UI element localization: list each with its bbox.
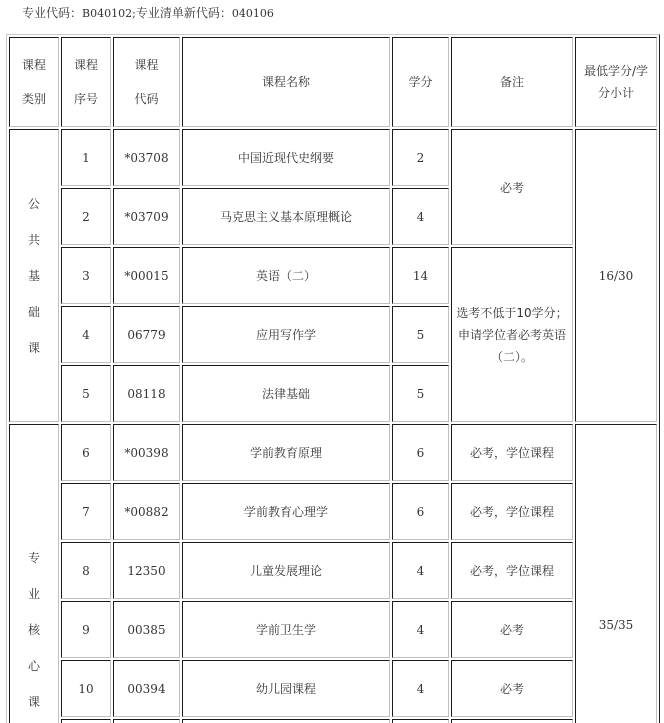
code-cell: 00394 [113,660,180,717]
subtotal-cell: 35/35 [575,424,657,723]
note-cell-elective: 选考不低于10学分； 申请学位者必考英语 （二）。 [451,247,573,422]
credit-cell: 6 [392,483,449,540]
name-cell: 英语（二） [182,247,390,304]
table-row [9,542,657,599]
new-code-value: 040106 [231,7,274,20]
seq-cell: 1 [61,129,111,186]
name-cell: 幼儿园课程 [182,660,390,717]
name-cell: 儿童发展理论 [182,542,390,599]
table-row-partial [9,719,657,723]
credit-cell: 4 [392,601,449,658]
note-cell: 必考 [451,601,573,658]
major-code-label: 专业代码： [22,6,83,20]
name-cell: 学前教育原理 [182,424,390,481]
credit-cell: 5 [392,365,449,422]
credit-cell: 5 [392,306,449,363]
note-cell [451,719,573,723]
header-code: 课程 代码 [113,37,180,127]
seq-cell: 9 [61,601,111,658]
code-cell: *03708 [113,129,180,186]
table-row [9,601,657,658]
code-cell: *00015 [113,247,180,304]
seq-cell: 6 [61,424,111,481]
table-row [9,424,657,481]
name-cell: 学前卫生学 [182,601,390,658]
seq-cell: 7 [61,483,111,540]
code-cell: 06779 [113,306,180,363]
header-seq: 课程 序号 [61,37,111,127]
table-row [9,483,657,540]
category-cell-public: 公 共 基 础 课 [9,129,59,422]
credit-cell: 4 [392,542,449,599]
name-cell: 法律基础 [182,365,390,422]
table-row [9,129,657,186]
major-code-caption [22,4,274,21]
seq-cell: 10 [61,660,111,717]
subtotal-cell: 16/30 [575,129,657,422]
seq-cell: 5 [61,365,111,422]
name-cell [182,719,390,723]
name-cell: 应用写作学 [182,306,390,363]
header-note: 备注 [451,37,573,127]
code-cell: 08118 [113,365,180,422]
code-cell: *00398 [113,424,180,481]
header-name: 课程名称 [182,37,390,127]
name-cell: 中国近现代史纲要 [182,129,390,186]
major-code-value: B040102 [82,7,133,20]
note-cell: 必考，学位课程 [451,483,573,540]
credit-cell: 4 [392,660,449,717]
seq-cell: 3 [61,247,111,304]
new-code-label: 专业清单新代码： [135,6,232,20]
code-cell: 12350 [113,542,180,599]
code-cell: *03709 [113,188,180,245]
code-cell [113,719,180,723]
seq-cell [61,719,111,723]
note-cell: 必考，学位课程 [451,424,573,481]
code-cell: 00385 [113,601,180,658]
seq-cell: 2 [61,188,111,245]
note-cell: 必考，学位课程 [451,542,573,599]
header-category: 课程 类别 [9,37,59,127]
name-cell: 马克思主义基本原理概论 [182,188,390,245]
header-row [9,37,657,127]
header-subtotal: 最低学分/学 分小计 [575,37,657,127]
credit-cell: 6 [392,424,449,481]
category-cell-core: 专 业 核 心 课 [9,424,59,723]
table-row [9,247,657,304]
code-cell: *00882 [113,483,180,540]
credit-cell: 4 [392,188,449,245]
note-cell: 必考 [451,129,573,245]
name-cell: 学前教育心理学 [182,483,390,540]
credit-cell [392,719,449,723]
note-cell: 必考 [451,660,573,717]
credit-cell: 14 [392,247,449,304]
credit-cell: 2 [392,129,449,186]
separator: ; [132,7,136,20]
curriculum-table [6,34,660,723]
seq-cell: 4 [61,306,111,363]
seq-cell: 8 [61,542,111,599]
table-row [9,660,657,717]
header-credit: 学分 [392,37,449,127]
